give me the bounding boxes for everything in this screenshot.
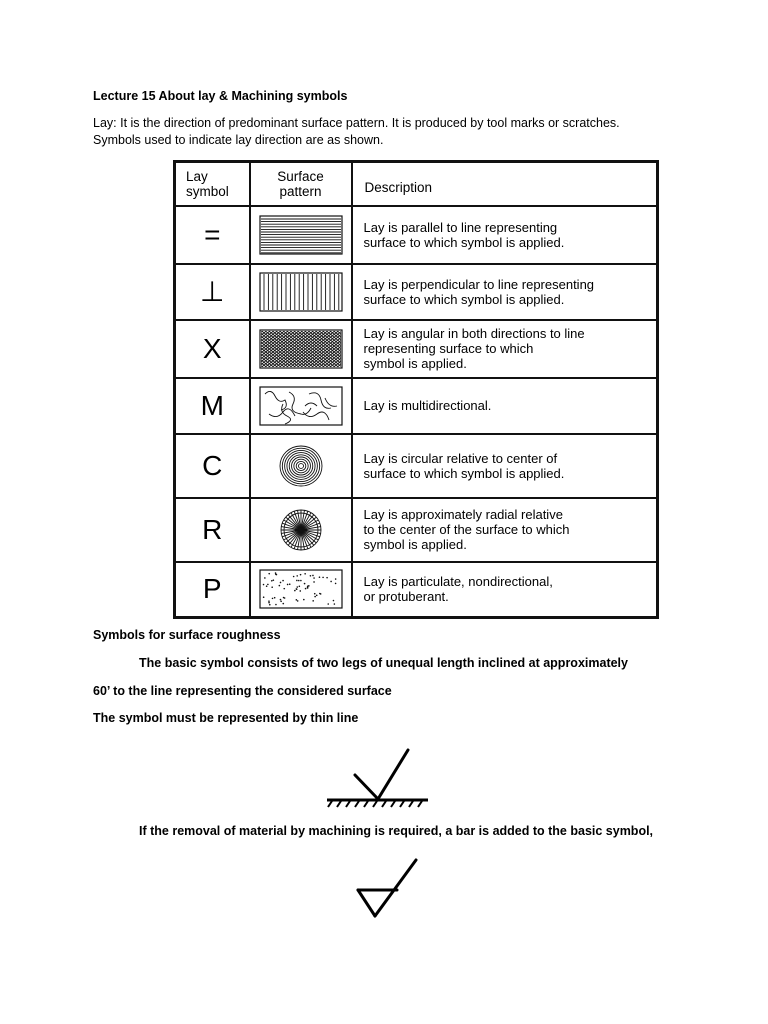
- surface-pattern-parallel: [259, 213, 343, 257]
- surface-pattern: [250, 264, 352, 320]
- roughness-line-3: The symbol must be represented by thin line: [93, 711, 359, 725]
- lay-description: [352, 434, 658, 498]
- lay-row: [175, 378, 658, 434]
- lay-description: [352, 562, 658, 618]
- lay-row: [175, 498, 658, 562]
- machining-required-symbol: [352, 855, 424, 921]
- roughness-line-2: 60’ to the line representing the considered surface: [93, 684, 392, 698]
- lay-description: [352, 320, 658, 378]
- surface-pattern: [250, 562, 352, 618]
- surface-pattern: [250, 320, 352, 378]
- surface-pattern-particulate: [259, 567, 343, 611]
- surface-pattern-crossed: [259, 327, 343, 371]
- lay-row: [175, 562, 658, 618]
- lay-description: [352, 264, 658, 320]
- page-heading: Lecture 15 About lay & Machining symbols: [93, 89, 348, 103]
- surface-pattern: [250, 434, 352, 498]
- lay-description-text: Lay is multidirectional.: [363, 398, 492, 413]
- lay-symbol: M: [175, 378, 250, 434]
- surface-pattern: [250, 378, 352, 434]
- lay-symbols-intro: Symbols used to indicate lay direction are as shown.: [93, 133, 384, 147]
- lay-symbols-table: [173, 160, 659, 619]
- lay-symbol: C: [175, 434, 250, 498]
- lay-description-text: Lay is perpendicular to line representing surface to which symbol is applied.: [363, 276, 595, 307]
- lay-symbol: P: [175, 562, 250, 618]
- lay-description-text: Lay is approximately radial relative to the center of the surface to which symbol is applied.: [363, 507, 570, 552]
- lay-description-text: Lay is angular in both directions to line representing surface to which symbol is applied.: [363, 326, 585, 371]
- lay-description: [352, 206, 658, 264]
- surface-pattern: [250, 206, 352, 264]
- header-description: Description: [352, 162, 658, 206]
- lay-description: [352, 378, 658, 434]
- lay-symbol: X: [175, 320, 250, 378]
- lay-symbol: R: [175, 498, 250, 562]
- machining-text: If the removal of material by machining is required, a bar is added to the basic symbol,: [139, 824, 654, 838]
- surface-pattern-radial: [259, 508, 343, 552]
- surface-pattern-multidirectional: [259, 384, 343, 428]
- roughness-line-1: The basic symbol consists of two legs of unequal length inclined at approximately: [139, 656, 628, 670]
- basic-roughness-symbol: [322, 745, 434, 810]
- surface-pattern-circular: [259, 444, 343, 488]
- lay-row: [175, 434, 658, 498]
- table-header-row: [175, 162, 658, 206]
- lay-symbol: ⊥: [175, 264, 250, 320]
- lay-row: [175, 264, 658, 320]
- lay-row: [175, 206, 658, 264]
- header-surface-pattern: Surface pattern: [250, 162, 352, 206]
- roughness-heading: Symbols for surface roughness: [93, 628, 281, 642]
- lay-description-text: Lay is circular relative to center of surface to which symbol is applied.: [363, 450, 565, 481]
- lay-description: [352, 498, 658, 562]
- lay-description-text: Lay is parallel to line representing surface to which symbol is applied.: [363, 219, 565, 250]
- surface-pattern-perpendicular: [259, 270, 343, 314]
- lay-definition: Lay: It is the direction of predominant surface pattern. It is produced by tool marks or scratches.: [93, 116, 620, 130]
- lay-description-text: Lay is particulate, nondirectional, or protuberant.: [363, 574, 553, 605]
- lay-symbol: =: [175, 206, 250, 264]
- surface-pattern: [250, 498, 352, 562]
- header-lay-symbol: Lay symbol: [175, 162, 250, 206]
- lay-row: [175, 320, 658, 378]
